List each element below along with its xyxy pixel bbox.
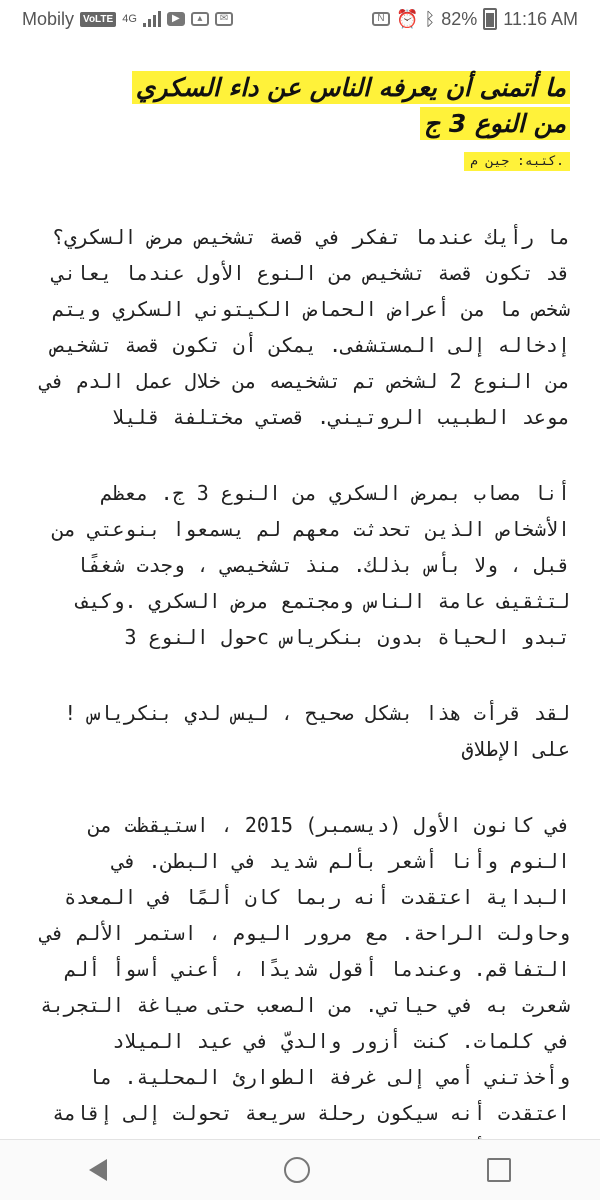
bluetooth-icon: ᛒ (424, 8, 436, 29)
title-line-2: من النوع 3 ج (420, 107, 570, 140)
navigation-bar (0, 1139, 600, 1200)
alarm-icon: ⏰ (396, 8, 419, 29)
status-bar-left (22, 9, 233, 30)
signal-icon (143, 11, 161, 27)
paragraph-3: لقد قرأت هذا بشكل صحيح ، ليس لدي بنكرياس !على الإطلاق (64, 701, 570, 761)
battery-percent: 82% (441, 8, 478, 29)
article (30, 70, 570, 1167)
image-icon: ▴ (191, 12, 209, 26)
clock: 11:16 AM (503, 8, 578, 29)
paragraph-1: ما رأيك عندما تفكر في قصة تشخيص مرض السكري؟ قد تكون قصة تشخيص من النوع الأول عندما يعاني شخص ما من أعراض الحماض الكيتوني السكري ويتم إدخاله إلى المستشفى. يمكن أن تكون قصة تشخيص من النوع 2 لشخص تم تشخيصه من خلال عمل الدم في موعد الطبيب الروتيني. قصتي مختلفة قليلا (40, 225, 570, 429)
back-icon[interactable] (89, 1159, 107, 1181)
paragraph-4: في كانون الأول (ديسمبر) 2015 ، استيقظت من النوم وأنا أشعر بألم شديد في البطن. في البداية اعتقدت أنه ربما كان ألمًا في المعدة وحاولت الراحة. مع مرور اليوم ، استمر الألم في التفاقم. وعندما أقول شديدًا ، أعني أسوأ ألم شعرت به في حياتي. من الصعب حتى صياغة التجربة في كلمات. كنت أزور والديّ في عيد الميلاد وأخذتني أمي إلى غرفة الطوارئ المحلية. ما اعتقدت أنه سيكون رحلة سريعة تحولت إلى إقامة (40, 813, 570, 1125)
article-title (30, 70, 570, 142)
status-bar-right (372, 8, 578, 30)
status-bar (0, 0, 600, 38)
volte-icon: VoLTE (80, 12, 116, 27)
nfc-icon: N (372, 12, 390, 26)
recent-apps-icon[interactable] (487, 1158, 511, 1182)
mail-icon: ✉ (215, 12, 233, 26)
byline: .كتبه: جين م (464, 152, 570, 171)
title-line-1: ما أتمنى أن يعرفه الناس عن داء السكري (132, 71, 570, 104)
paragraph-2: أنا مصاب بمرض السكري من النوع 3 ج. معظم الأشخاص الذين تحدثت معهم لم يسمعوا بنوعتي من قبل ، ولا بأس بذلك. منذ تشخيصي ، وجدت شغفًا لتثقيف عامة الناس ومجتمع مرض السكري .وكيف تبدو الحياة بدون بنكرياس cحول النوع 3 (52, 481, 570, 649)
network-type-label: 4G (122, 13, 137, 25)
carrier-label: Mobily (22, 8, 75, 29)
home-icon[interactable] (284, 1157, 310, 1183)
youtube-icon: ▶ (167, 12, 185, 26)
battery-icon (483, 8, 497, 30)
